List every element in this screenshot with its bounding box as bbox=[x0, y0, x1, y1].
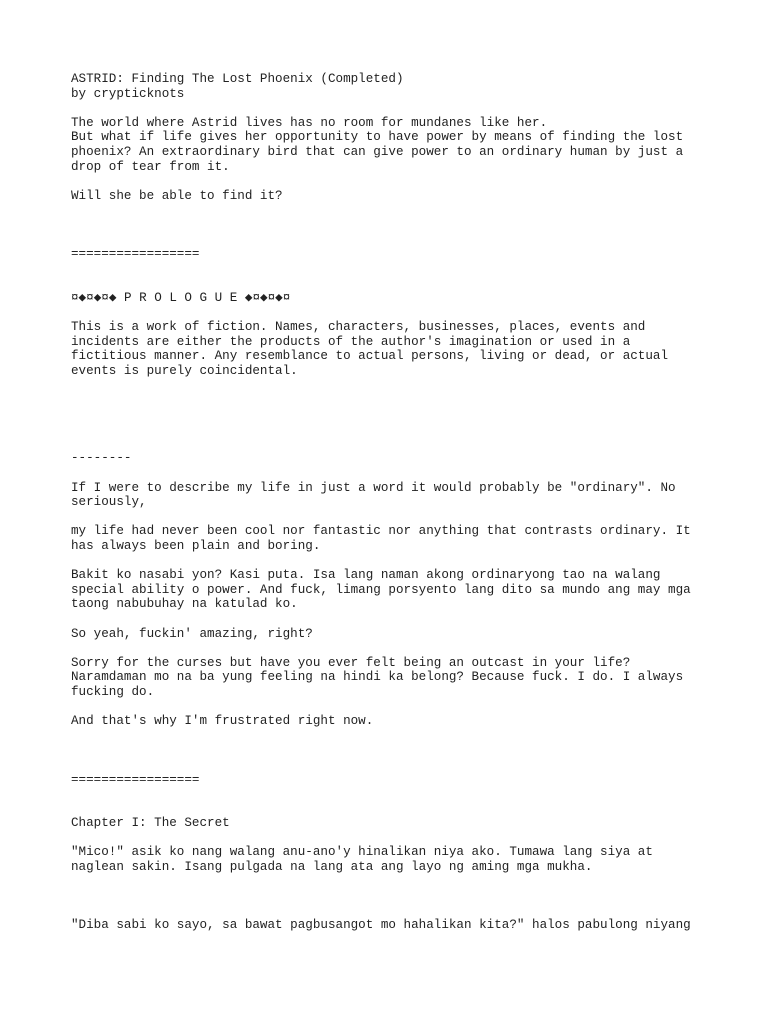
text-line: "Mico!" asik ko nang walang anu-ano'y hinalikan niya ako. Tumawa lang siya at bbox=[71, 845, 653, 860]
text-line: ================= bbox=[71, 772, 200, 787]
blank-line bbox=[71, 262, 711, 277]
text-line: If I were to describe my life in just a word it would probably be "ordinary". No bbox=[71, 480, 676, 495]
text-line: Will she be able to find it? bbox=[71, 188, 283, 203]
blank-line bbox=[71, 101, 711, 116]
blank-line bbox=[71, 831, 711, 846]
blank-line bbox=[71, 437, 711, 452]
blank-line bbox=[71, 393, 711, 408]
text-line: by crypticknots bbox=[71, 86, 185, 101]
text-line: This is a work of fiction. Names, characters, businesses, places, events and bbox=[71, 320, 646, 335]
blank-line bbox=[71, 729, 711, 744]
blank-line bbox=[71, 612, 711, 627]
text-line: fictitious manner. Any resemblance to actual persons, living or dead, or actual bbox=[71, 349, 669, 364]
blank-line bbox=[71, 787, 711, 802]
blank-line bbox=[71, 276, 711, 291]
blank-line bbox=[71, 743, 711, 758]
text-line: So yeah, fuckin' amazing, right? bbox=[71, 626, 313, 641]
text-line: Sorry for the curses but have you ever felt being an outcast in your life? bbox=[71, 655, 631, 670]
blank-line bbox=[71, 306, 711, 321]
document-page bbox=[71, 72, 711, 933]
text-line: naglean sakin. Isang pulgada na lang ata ang layo ng aming mga mukha. bbox=[71, 860, 593, 875]
blank-line bbox=[71, 218, 711, 233]
text-line: has always been plain and boring. bbox=[71, 539, 321, 553]
text-line: Chapter I: The Secret bbox=[71, 816, 230, 831]
text-line: Naramdaman mo na ba yung feeling na hindi ka belong? Because fuck. I do. I always bbox=[71, 670, 684, 685]
text-line: But what if life gives her opportunity to have power by means of finding the lost bbox=[71, 130, 684, 145]
text-line: taong nabubuhay na katulad ko. bbox=[71, 597, 298, 612]
blank-line bbox=[71, 904, 711, 919]
blank-line bbox=[71, 889, 711, 904]
text-line: fucking do. bbox=[71, 684, 155, 699]
blank-line bbox=[71, 641, 711, 656]
blank-line bbox=[71, 422, 711, 437]
blank-line bbox=[71, 466, 711, 481]
blank-line bbox=[71, 174, 711, 189]
blank-line bbox=[71, 758, 711, 773]
text-line: Bakit ko nasabi yon? Kasi puta. Isa lang naman akong ordinaryong tao na walang bbox=[71, 568, 661, 583]
text-block bbox=[71, 72, 711, 933]
blank-line bbox=[71, 408, 711, 423]
text-line: And that's why I'm frustrated right now. bbox=[71, 714, 374, 729]
blank-line bbox=[71, 378, 711, 393]
text-line: ================= bbox=[71, 247, 200, 262]
text-line: my life had never been cool nor fantastic nor anything that contrasts ordinary. It bbox=[71, 524, 691, 539]
blank-line bbox=[71, 700, 711, 715]
text-line: phoenix? An extraordinary bird that can give power to an ordinary human by just a bbox=[71, 144, 684, 159]
blank-line bbox=[71, 802, 711, 817]
blank-line bbox=[71, 203, 711, 218]
text-line: special ability o power. And fuck, limang porsyento lang dito sa mundo ang may mga bbox=[71, 582, 691, 597]
text-line: incidents are either the products of the author's imagination or used in a bbox=[71, 334, 631, 349]
text-line: The world where Astrid lives has no room for mundanes like her. bbox=[71, 115, 548, 130]
text-line: events is purely coincidental. bbox=[71, 363, 298, 378]
text-line: "Diba sabi ko sayo, sa bawat pagbusangot mo hahalikan kita?" halos pabulong niyang bbox=[71, 918, 691, 933]
blank-line bbox=[71, 875, 711, 890]
text-line: drop of tear from it. bbox=[71, 159, 230, 174]
text-line: seriously, bbox=[71, 495, 147, 510]
blank-line bbox=[71, 233, 711, 248]
text-line: ASTRID: Finding The Lost Phoenix (Completed) bbox=[71, 72, 404, 86]
blank-line bbox=[71, 510, 711, 525]
text-line: ¤◆¤◆¤◆ P R O L O G U E ◆¤◆¤◆¤ bbox=[71, 290, 291, 305]
text-line: -------- bbox=[71, 451, 132, 466]
blank-line bbox=[71, 554, 711, 569]
